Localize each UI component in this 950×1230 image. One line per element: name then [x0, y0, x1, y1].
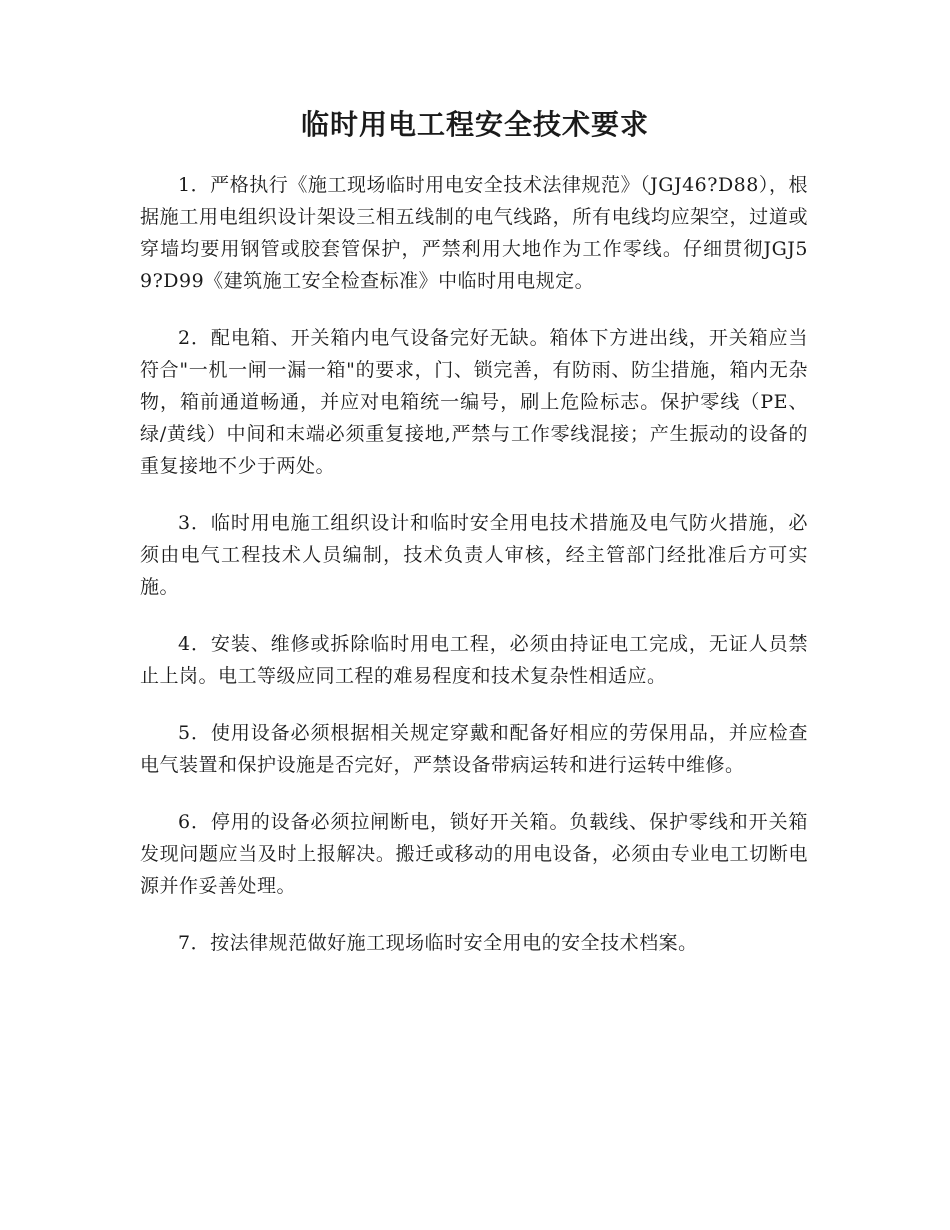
paragraph-7: 7．按法律规范做好施工现场临时安全用电的安全技术档案。 [178, 932, 698, 954]
paragraph-5: 5．使用设备必须根据相关规定穿戴和配备好相应的劳保用品，并应检查电气装置和保护设施是否完好，严禁设备带病运转和进行运转中维修。 [140, 722, 808, 776]
paragraph-2: 2．配电箱、开关箱内电气设备完好无缺。箱体下方进出线，开关箱应当符合"一机一闸一漏一箱"的要求，门、锁完善，有防雨、防尘措施，箱内无杂物，箱前通道畅通，并应对电箱统一编号，刷上危险标志。保护零线（PE、绿/黄线）中间和末端必须重复接地,严禁与工作零线混接；产生振动的设备的重复接地不少于两处。 [140, 327, 808, 477]
paragraph-1: 1．严格执行《施工现场临时用电安全技术法律规范》（JGJ46?D88），根据施工用电组织设计架设三相五线制的电气线路，所有电线均应架空，过道或穿墙均要用钢管或胶套管保护，严禁利用大地作为工作零线。仔细贯彻JGJ59?D99《建筑施工安全检查标准》中临时用电规定。 [140, 174, 808, 292]
paragraph-4: 4．安装、维修或拆除临时用电工程，必须由持证电工完成，无证人员禁止上岗。电工等级应同工程的难易程度和技术复杂性相适应。 [140, 633, 808, 687]
document-body [140, 169, 808, 984]
paragraph-6: 6．停用的设备必须拉闸断电，锁好开关箱。负载线、保护零线和开关箱发现问题应当及时上报解决。搬迁或移动的用电设备，必须由专业电工切断电源并作妥善处理。 [140, 811, 808, 897]
document-title: 临时用电工程安全技术要求 [300, 108, 649, 141]
paragraph-3: 3．临时用电施工组织设计和临时安全用电技术措施及电气防火措施，必须由电气工程技术人员编制，技术负责人审核，经主管部门经批准后方可实施。 [140, 512, 808, 598]
